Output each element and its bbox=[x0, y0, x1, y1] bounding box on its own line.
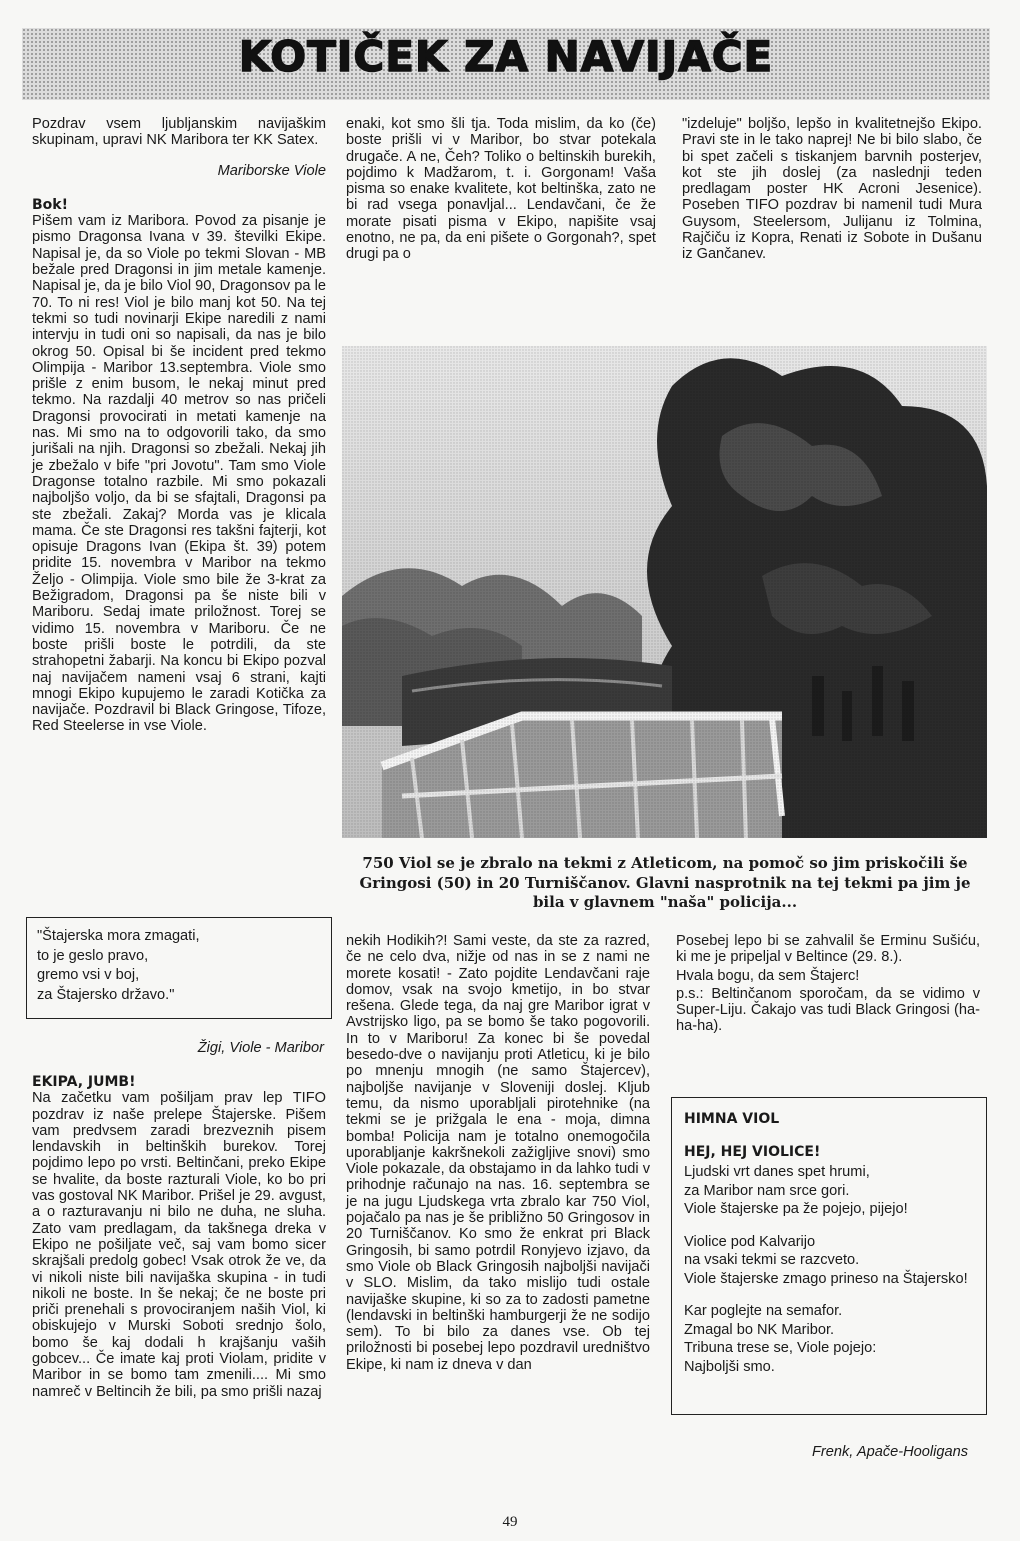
letter-ending: "izdeluje" boljšo, lepšo in kvalitetnejšo Ekipo. Pravi ste in le tako naprej! Ne bi bilo slabo, če bi spet začeli s tiskanjem barvnih posterjev, kot ste jih doslej (za naslednji teden predlagam poster HK Acroni Jesenice). Poseben TIFO pozdrav bi namenil tudi Mura Guysom, Steelersom, Julijanu iz Tolmina, Rajčiču iz Kopra, Renati iz Sobote in Dušanu iz Gančanev. bbox=[682, 116, 982, 263]
letter-continuation: nekih Hodikih?! Sami veste, da ste za razred, če ne celo dva, nižje od nas in se z nami ne morete kosati! - Zato pojdite Lendavčani raje domov, vsak na svojo kmetijo, in bo stvar rešena. Glede tega, da naj gre Maribor igrat v Avstrijsko ligo, pa se bomo še tako pogovorili. In to v Mariboru! Za konec bi še povedal besedo-dve o navijanju proti Atleticu, ki je bilo po mnenju mnogih (ne samo Štajercev), najboljše navijanje v Sloveniji doslej. Kljub temu, da nismo uporabljali pirotehnike (na tekmi se je prižgala le ena - moja, dimna bomba! Policija nam je totalno onemogočila uporabljanje kakršnekoli zažigljive snovi) smo Viole pokazale, da obstajamo in da lahko tudi v prihodnje računajo na nas. 16. septembra se je na jugu Ljudskega vrta zbralo kar 750 Viol, pojačalo pa nas je še približno 50 Gringosov in 20 Turniščanov. Ko smo že enkrat pri Black Gringosih, bi samo potrdil Ronyjevo izjavo, da smo Viole ob Black Gringosih najboljši navijači v SLO. Mislim, da tako mislijo tudi ostale navijaške skupine, ki so za to zadosti pametne (lendavski in beltinški hamburgerji že ne sodijo sem). To bi bilo za danes vse. Ob tej priložnosti bi posebej lepo pozdravil uredništvo Ekipe, ki nam iz dneva v dan bbox=[346, 933, 650, 1373]
hymn-line: za Maribor nam srce gori. bbox=[684, 1182, 850, 1199]
postscript: p.s.: Beltinčanom sporočam, da se vidimo v Super-Liju. Čakajo vas tudi Black Gringosi (ha-ha-ha). bbox=[676, 985, 980, 1035]
hymn-line: Kar poglejte na semafor. bbox=[684, 1303, 843, 1319]
letter-body: Na začetku vam pošiljam prav lep TIFO pozdrav iz naše prelepe Štajerske. Pišem vam predvsem zaradi brezveznih pisem lendavskih in beltinških burekov. Torej pojdimo lepo po vrsti. Beltinčani, preko Ekipe se hvalite, da boste razturali Viole, ko bo pri vas gostoval NK Maribor. Prišel je 29. avgust, a o razturavanju ni bilo ne duha, ne sluha. Zato vam predlagam, da takšnega dreka v Ekipo ne pošiljate več, saj vam bomo sicer skrajšali predolg gobec! Vsak otrok že ve, da vi nikoli niste bili navijaška skupina - in tudi nikoli ne boste. In še nekaj; če ne boste pri priči prenehali s provociranjem naših Viol, ki obiskujejo v Murski Soboti srednjo šolo, bomo še kaj dodali h krajšanju vaših gobcev... Če imate kaj proti Violam, pridite v Maribor in se bomo tam zmenili.... Mi smo namreč v Beltincih že bili, pa smo prišli nazaj bbox=[32, 1090, 326, 1400]
quote-signature: Žigi, Viole - Maribor bbox=[197, 1040, 324, 1056]
thanks-paragraph: Posebej lepo bi se zahvalil še Erminu Sušiću, ki me je pripeljal v Beltince (29. 8.). bbox=[676, 933, 980, 966]
hymn-line: na vsaki tekmi se razcveto. bbox=[684, 1252, 860, 1268]
hymn-line: Zmagal bo NK Maribor. bbox=[684, 1321, 835, 1338]
hymn-subtitle: HEJ, HEJ VIOLICE! bbox=[684, 1143, 821, 1160]
letter-heading: Bok! bbox=[32, 196, 68, 213]
letter-signature: Mariborske Viole bbox=[217, 162, 326, 179]
hymn-box bbox=[671, 1097, 987, 1415]
letter-heading: EKIPA, JUMB! bbox=[32, 1074, 136, 1090]
hymn-line: Ljudski vrt danes spet hrumi, bbox=[684, 1164, 870, 1180]
hymn-line: Violice pod Kalvarijo bbox=[684, 1233, 816, 1250]
quote-line: gremo vsi v boj, bbox=[37, 967, 140, 983]
photo-illustration bbox=[342, 346, 987, 838]
photo-caption: 750 Viol se je zbralo na tekmi z Atleticom, na pomoč so jim priskočili še Gringosi (50) in 20 Turniščanov. Glavni nasprotnik na tej tekmi pa jim je bila v glavnem "naša" policija... bbox=[359, 854, 971, 911]
hymn-stanza bbox=[684, 1233, 976, 1289]
stadium-crowd-photo bbox=[342, 346, 987, 838]
quote-line: to je geslo pravo, bbox=[37, 947, 149, 964]
hymn-stanza bbox=[684, 1302, 976, 1376]
hymn-stanza bbox=[684, 1163, 976, 1219]
letter-mariborske-viole: Pozdrav vsem ljubljanskim navijaškim skupinam, upravi NK Maribora ter KK Satex. bbox=[32, 116, 326, 149]
quote-box bbox=[26, 917, 332, 1019]
hymn-signature: Frenk, Apače-Hooligans bbox=[811, 1444, 968, 1460]
hymn-line: Najboljši smo. bbox=[684, 1358, 775, 1375]
hymn-line: Tribuna trese se, Viole pojejo: bbox=[684, 1340, 877, 1356]
column-2-top bbox=[346, 116, 656, 263]
column-2-bottom bbox=[346, 933, 650, 1373]
hymn-title: HIMNA VIOL bbox=[684, 1111, 780, 1127]
quote-line: za Štajersko državo." bbox=[37, 986, 175, 1003]
header-banner bbox=[22, 28, 990, 100]
hymn-line: Viole štajerske pa že pojejo, pijejo! bbox=[684, 1201, 908, 1217]
quote-line: "Štajerska mora zmagati, bbox=[37, 928, 200, 944]
letter-continuation: enaki, kot smo šli tja. Toda mislim, da ko (če) boste prišli vi v Maribor, bo stvar potekala drugače. A ne, Čeh? Toliko o beltinskih burekih, pojdimo k Madžarom, t. i. Gorgonam! Vaša pisma so enake kvalitete, kot beltinška, zato ne bi rad vsega ponavljal... Lendavčani, če že morate pisati pisma v Ekipo, napišite vsaj enotno, ne pa, da eni pišete o Gorgonah?, spet drugi pa o bbox=[346, 116, 656, 263]
thanks-paragraph: Hvala bogu, da sem Štajerc! bbox=[676, 967, 860, 984]
column-3-bottom bbox=[676, 933, 980, 1035]
page-title: KOTIČEK ZA NAVIJAČE bbox=[238, 32, 774, 81]
hymn-line: Viole štajerske zmago prineso na Štajersko! bbox=[684, 1270, 968, 1287]
page-number: 49 bbox=[502, 1514, 518, 1530]
column-3-top bbox=[682, 116, 982, 263]
column-1-top bbox=[32, 116, 326, 735]
column-1-bottom bbox=[32, 1074, 326, 1400]
letter-body: Pišem vam iz Maribora. Povod za pisanje je pismo Dragonsa Ivana v 39. številki Ekipe. Napisal je, da so Viole po tekmi Slovan - MB bežale pred Dragonsi in jim metale kamenje. Napisal je, da je bilo Viol 90, Dragonsov pa le 70. To ni res! Viol je bilo manj kot 50. Na tej tekmi so tudi novinarji Ekipe naredili z nami intervju in tudi oni so napisali, da nas je bilo okrog 50. Opisal bi še incident pred tekmo Olimpija - Maribor 13.septembra. Viole smo prišle z enim busom, le nekaj minut pred tekmo. Na razdalji 40 metrov so nas pričeli Dragonsi provocirati in metati kamenje na nas. Mi smo na to odgovorili tako, da smo jurišali na njih. Dragonsi so zbežali. Nekaj jih je zbežalo v bife "pri Jovotu". Tam smo Viole Dragonse totalno razbile. Mi smo pokazali najboljšo voljo, da bi se sfajtali, Dragonsi pa ste zbežali. Zakaj? Morda vas je klicala mama. Če ste Dragonsi res takšni fajterji, kot opisuje Dragons Ivan (Ekipa št. 39) potem pridite 15. novembra v Maribor na tekmo Željo - Olimpija. Viole smo bile že 3-krat za Bežigradom, Dragonsi pa še niste bili v Mariboru. Sedaj imate priložnost. Torej se vidimo 15. novembra v Mariboru. Če ne boste prišli boste le potrdili, da ste strahopetni žabarji. Na koncu bi Ekipo pozval naj navijačem nameni vsaj 6 strani, kajti mnogi Ekipo kupujemo le zaradi Kotička za navijače. Pozdravil bi Black Gringose, Tifoze, Red Steelerse in vse Viole. bbox=[32, 213, 326, 735]
